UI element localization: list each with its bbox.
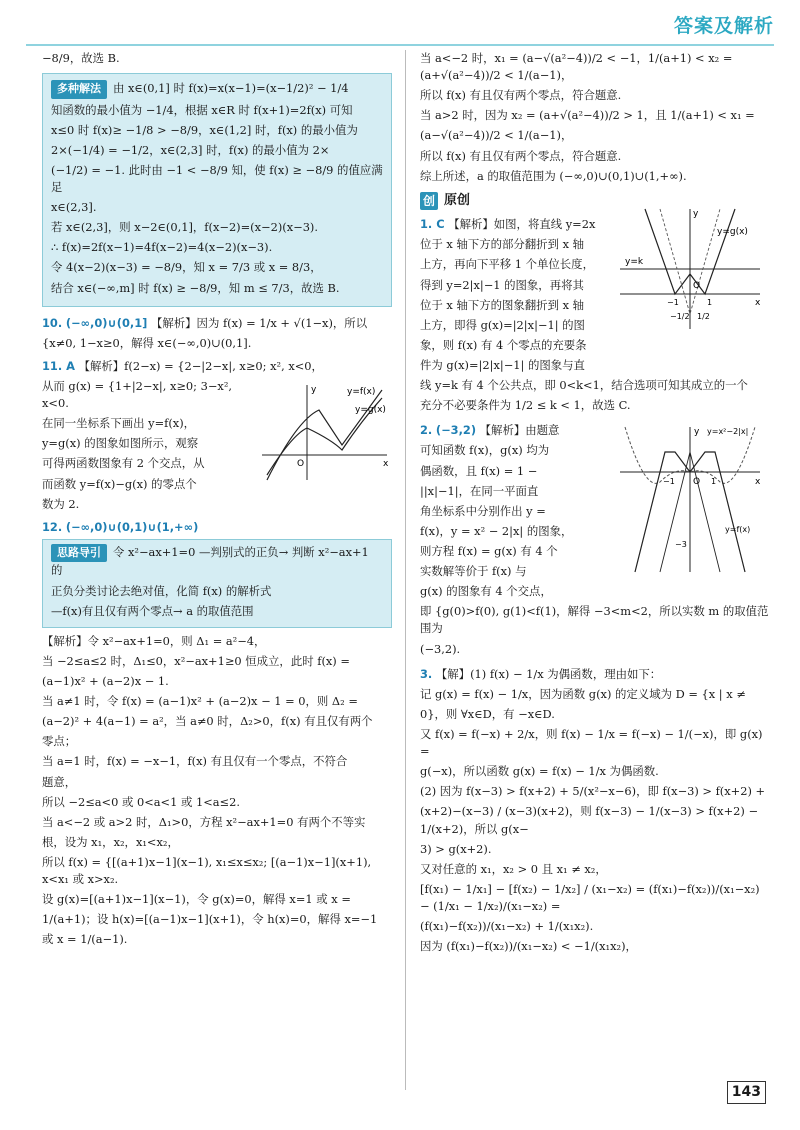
- solution-line: (−3,2).: [420, 641, 461, 656]
- solution-line: 而函数 y=f(x)−g(x) 的零点个: [42, 476, 197, 491]
- solution-line: 实数解等价于 f(x) 与: [420, 564, 527, 579]
- after-box-line: ∴ f(x)=2f(x−1)=4f(x−2)=4(x−2)(x−3).: [51, 240, 273, 255]
- multi-method-line: x∈(2,3].: [51, 200, 97, 215]
- multi-method-line: 知函数的最小值为 −1/4，根据 x∈R 时 f(x+1)=2f(x) 可知: [51, 102, 353, 117]
- page-number: 143: [727, 1081, 766, 1104]
- solution-line: 从而 g(x) = {1+|2−x|, x≥0; 3−x², x<0.: [42, 379, 233, 411]
- y-axis-label: y: [311, 384, 317, 395]
- multi-method-line: x≤0 时 f(x)≥ −1/8 > −8/9，x∈(1,2] 时，f(x) 的最小值为: [51, 122, 358, 137]
- solution-line: 位于 x 轴下方的图象翻折到 x 轴: [420, 297, 585, 312]
- original-title: 原创: [444, 192, 471, 208]
- original-question-3: [420, 666, 770, 956]
- question-12: [42, 519, 392, 949]
- continued-line: 所以 f(x) 有且仅有两个零点，符合题意.: [420, 148, 622, 163]
- left-column: [42, 50, 392, 951]
- question-number: 12.: [42, 519, 63, 534]
- original-question-2: [420, 422, 770, 657]
- continued-line: 所以 f(x) 有且仅有两个零点，符合题意.: [420, 88, 622, 103]
- solution-line: 偶函数，且 f(x) = 1 −: [420, 463, 538, 478]
- question-answer: (−3,2): [435, 423, 477, 438]
- solution-line: 当 a≠1 时，令 f(x) = (a−1)x² + (a−2)x − 1 = 0，则 Δ₂ =: [42, 694, 358, 709]
- page-header-title: 答案及解析: [673, 15, 774, 37]
- origin-label: O: [693, 477, 701, 488]
- solution-line: 又对任意的 x₁，x₂ > 0 且 x₁ ≠ x₂，: [420, 861, 607, 876]
- tick-label: −1: [667, 298, 679, 308]
- solution-line: g(x) 的图象有 4 个交点，: [420, 584, 552, 599]
- solution-line: 3) > g(x+2).: [420, 841, 492, 856]
- solution-line: 可知函数 f(x)，g(x) 均为: [420, 443, 550, 458]
- solution-line: 当 a<−2 或 a>2 时，Δ₁>0，方程 x²−ax+1=0 有两个不等实: [42, 814, 366, 829]
- question-answer: (−∞,0)∪(0,1]: [65, 315, 148, 330]
- solution-line: (2) 因为 f(x−3) > f(x+2) + 5/(x²−x−6)，即 f(x−3) > f(x+2) +: [420, 784, 766, 799]
- solution-line: 题意，: [42, 774, 77, 789]
- solution-line: 【解析】如图，将直线 y=2x: [448, 217, 596, 232]
- solution-line: 【解】(1) f(x) − 1/x 为偶函数，理由如下：: [435, 666, 662, 681]
- question-number: 10.: [42, 315, 63, 330]
- x-axis-label: x: [755, 477, 761, 488]
- tick-label: −1: [663, 477, 675, 487]
- original-badge: 创: [420, 192, 438, 210]
- solution-line: 零点；: [42, 734, 77, 749]
- tick-label: 1: [711, 477, 717, 487]
- solution-line: {x≠0, 1−x≥0，解得 x∈(−∞,0)∪(0,1].: [42, 335, 252, 350]
- origin-label: O: [693, 281, 701, 292]
- continued-line: 当 a<−2 时，x₁ = (a−√(a²−4))/2 < −1，1/(a+1) < x₂ = (a+√(a²−4))/2 < 1/(a−1)，: [420, 51, 733, 83]
- solution-line: 记 g(x) = f(x) − 1/x，因为函数 g(x) 的定义域为 D = {x | x ≠: [420, 686, 746, 701]
- solution-line: 即 {g(0)>f(0), g(1)<f(1)，解得 −3<m<2，所以实数 m 的取值范围为: [420, 604, 769, 636]
- multi-method-tag: 多种解法: [51, 80, 107, 99]
- solution-line: 则方程 f(x) = g(x) 有 4 个: [420, 544, 558, 559]
- intro-line: −8/9，故选 B.: [42, 51, 120, 65]
- question-answer: (−∞,0)∪(0,1)∪(1,+∞): [65, 519, 199, 534]
- solution-line: 上方，即得 g(x)=|2|x|−1| 的图: [420, 317, 585, 332]
- guide-line: 令 x²−ax+1=0 —判别式的正负→ 判断 x²−ax+1 的: [51, 544, 369, 578]
- r2-graph: [615, 422, 765, 577]
- solution-line: 【解析】因为 f(x) = 1/x + √(1−x)，所以: [150, 315, 368, 330]
- g-curve-label: y=x²−2|x|: [707, 427, 749, 437]
- tick-label: −1/2: [670, 312, 690, 322]
- original-question-1: [420, 209, 770, 414]
- tick-label: 1/2: [697, 312, 710, 322]
- x-axis-label: x: [383, 458, 389, 469]
- q11-graph: [257, 380, 392, 485]
- tick-label: −3: [675, 540, 687, 550]
- solution-line: 【解析】令 x²−ax+1=0，则 Δ₁ = a²−4，: [42, 633, 266, 648]
- solution-line: 所以 f(x) = {[(a+1)x−1](x−1), x₁≤x≤x₂; [(a−1)x−1](x+1), x<x₁ 或 x>x₂.: [42, 854, 372, 887]
- guide-line: 正负分类讨论去绝对值，化简 f(x) 的解析式: [51, 583, 272, 598]
- solution-line: 或 x = 1/(a−1).: [42, 932, 128, 947]
- right-column: [420, 50, 770, 958]
- solution-line: 数为 2.: [42, 496, 80, 511]
- solution-line: 角坐标系中分别作出 y =: [420, 503, 546, 518]
- column-divider: [405, 50, 406, 1090]
- question-number: 11. A: [42, 358, 75, 373]
- after-box-line: 结合 x∈(−∞,m] 时 f(x) ≥ −8/9，知 m ≤ 7/3，故选 B.: [51, 280, 340, 295]
- solution-line: 设 g(x)=[(a+1)x−1](x−1)，令 g(x)=0，解得 x=1 或 x =: [42, 892, 351, 907]
- solution-line: 又 f(x) = f(−x) + 2/x，则 f(x) − 1/x = f(−x) − 1/(−x)，即 g(x) =: [420, 727, 763, 759]
- guide-tag: 思路导引: [51, 544, 107, 563]
- tick-label: 1: [707, 298, 713, 308]
- question-10: [42, 315, 392, 352]
- solution-line: 因为 (f(x₁)−f(x₂))/(x₁−x₂) < −1/(x₁x₂)，: [420, 939, 637, 954]
- y-axis-label: y: [693, 209, 699, 220]
- y-axis-label: y: [694, 427, 700, 438]
- continued-line: 当 a>2 时，因为 x₂ = (a+√(a²−4))/2 > 1，且 1/(a+1) < x₁ =: [420, 108, 755, 123]
- gx-label: y=g(x): [717, 227, 748, 238]
- solution-line: 上方，再向下平移 1 个单位长度，: [420, 257, 594, 272]
- solution-line: 【解析】由题意: [479, 423, 560, 438]
- solution-line: (x+2)−(x−3) / (x−3)(x+2)，则 f(x−3) − 1/(x−3) > f(x+2) − 1/(x+2)，所以 g(x−: [420, 804, 758, 836]
- multi-method-line: (−1/2) = −1. 此时由 −1 < −8/9 知，使 f(x) ≥ −8/9 的值应满足: [51, 162, 383, 195]
- solution-line: 可得两函数图象有 2 个交点，从: [42, 456, 205, 471]
- solution-line: (a−2)² + 4(a−1) = a²，当 a≠0 时，Δ₂>0，f(x) 有且仅有两个: [42, 714, 373, 729]
- solution-line: 件为 g(x)=|2|x|−1| 的图象与直: [420, 358, 585, 373]
- continued-line: 综上所述，a 的取值范围为 (−∞,0)∪(0,1)∪(1,+∞).: [420, 168, 687, 183]
- multi-method-box: [42, 73, 392, 307]
- solution-line: y=g(x) 的图象如图所示，观察: [42, 436, 199, 451]
- solution-line: 位于 x 轴下方的部分翻折到 x 轴: [420, 237, 585, 252]
- fx-label: y=f(x): [725, 525, 751, 535]
- solution-line: f(x)，y = x² − 2|x| 的图象，: [420, 523, 573, 538]
- solution-line: (a−1)x² + (a−2)x − 1.: [42, 673, 169, 688]
- solution-line: 线 y=k 有 4 个公共点，即 0<k<1，结合选项可知其成立的一个: [420, 378, 748, 393]
- multi-method-line: 2×(−1/4) = −1/2，x∈(2,3] 时，f(x) 的最小值为 2×: [51, 142, 330, 157]
- solution-line: 所以 −2≤a<0 或 0<a<1 或 1<a≤2.: [42, 794, 240, 809]
- gx-label: y=g(x): [355, 404, 386, 415]
- multi-method-line: 由 x∈(0,1] 时 f(x)=x(x−1)=(x−1/2)² − 1/4: [113, 81, 349, 96]
- k-label: y=k: [625, 257, 644, 268]
- header-rule: [26, 44, 774, 46]
- solution-line: ||x|−1|，在同一平面直: [420, 483, 539, 498]
- question-number: 3.: [420, 666, 433, 681]
- guide-line: —f(x)有且仅有两个零点→ a 的取值范围: [51, 603, 254, 618]
- r1-graph: [615, 204, 765, 334]
- after-box-line: 令 4(x−2)(x−3) = −8/9，知 x = 7/3 或 x = 8/3，: [51, 260, 322, 275]
- solution-line: 象，则 f(x) 有 4 个零点的充要条: [420, 337, 587, 352]
- solution-line: g(−x)，所以函数 g(x) = f(x) − 1/x 为偶函数.: [420, 764, 659, 779]
- x-axis-label: x: [755, 298, 761, 309]
- solution-line: 【解析】f(2−x) = {2−|2−x|, x≥0; x², x<0，: [78, 358, 323, 373]
- solution-line: 得到 y=2|x|−1 的图象，再将其: [420, 277, 584, 292]
- after-box-line: 若 x∈(2,3]，则 x−2∈(0,1]，f(x−2)=(x−2)(x−3).: [51, 220, 319, 235]
- fx-label: y=f(x): [347, 386, 376, 397]
- origin-label: O: [297, 458, 305, 469]
- solution-line: 根，设为 x₁，x₂，x₁<x₂，: [42, 834, 179, 849]
- solution-line: 充分不必要条件为 1/2 ≤ k < 1，故选 C.: [420, 398, 631, 413]
- solution-line: 1/(a+1)；设 h(x)=[(a−1)x−1](x+1)，令 h(x)=0，解得 x=−1: [42, 912, 378, 927]
- solution-line: 当 a=1 时，f(x) = −x−1，f(x) 有且仅有一个零点，不符合: [42, 754, 348, 769]
- question-number: 1. C: [420, 217, 445, 232]
- question-number: 2.: [420, 423, 433, 438]
- question-11: [42, 358, 392, 513]
- continued-line: (a−√(a²−4))/2 < 1/(a−1)，: [420, 128, 573, 143]
- solution-line: [f(x₁) − 1/x₁] − [f(x₂) − 1/x₂] / (x₁−x₂) = (f(x₁)−f(x₂))/(x₁−x₂) − (1/x₁ − 1/x₂)/(x₁−x₂) =: [420, 881, 760, 913]
- solution-line: (f(x₁)−f(x₂))/(x₁−x₂) + 1/(x₁x₂).: [420, 919, 594, 934]
- solution-line: 0}，则 ∀x∈D，有 −x∈D.: [420, 706, 555, 721]
- solution-line: 当 −2≤a≤2 时，Δ₁≤0，x²−ax+1≥0 恒成立，此时 f(x) =: [42, 653, 350, 668]
- guide-box: [42, 539, 392, 628]
- solution-line: 在同一坐标系下画出 y=f(x)，: [42, 416, 196, 431]
